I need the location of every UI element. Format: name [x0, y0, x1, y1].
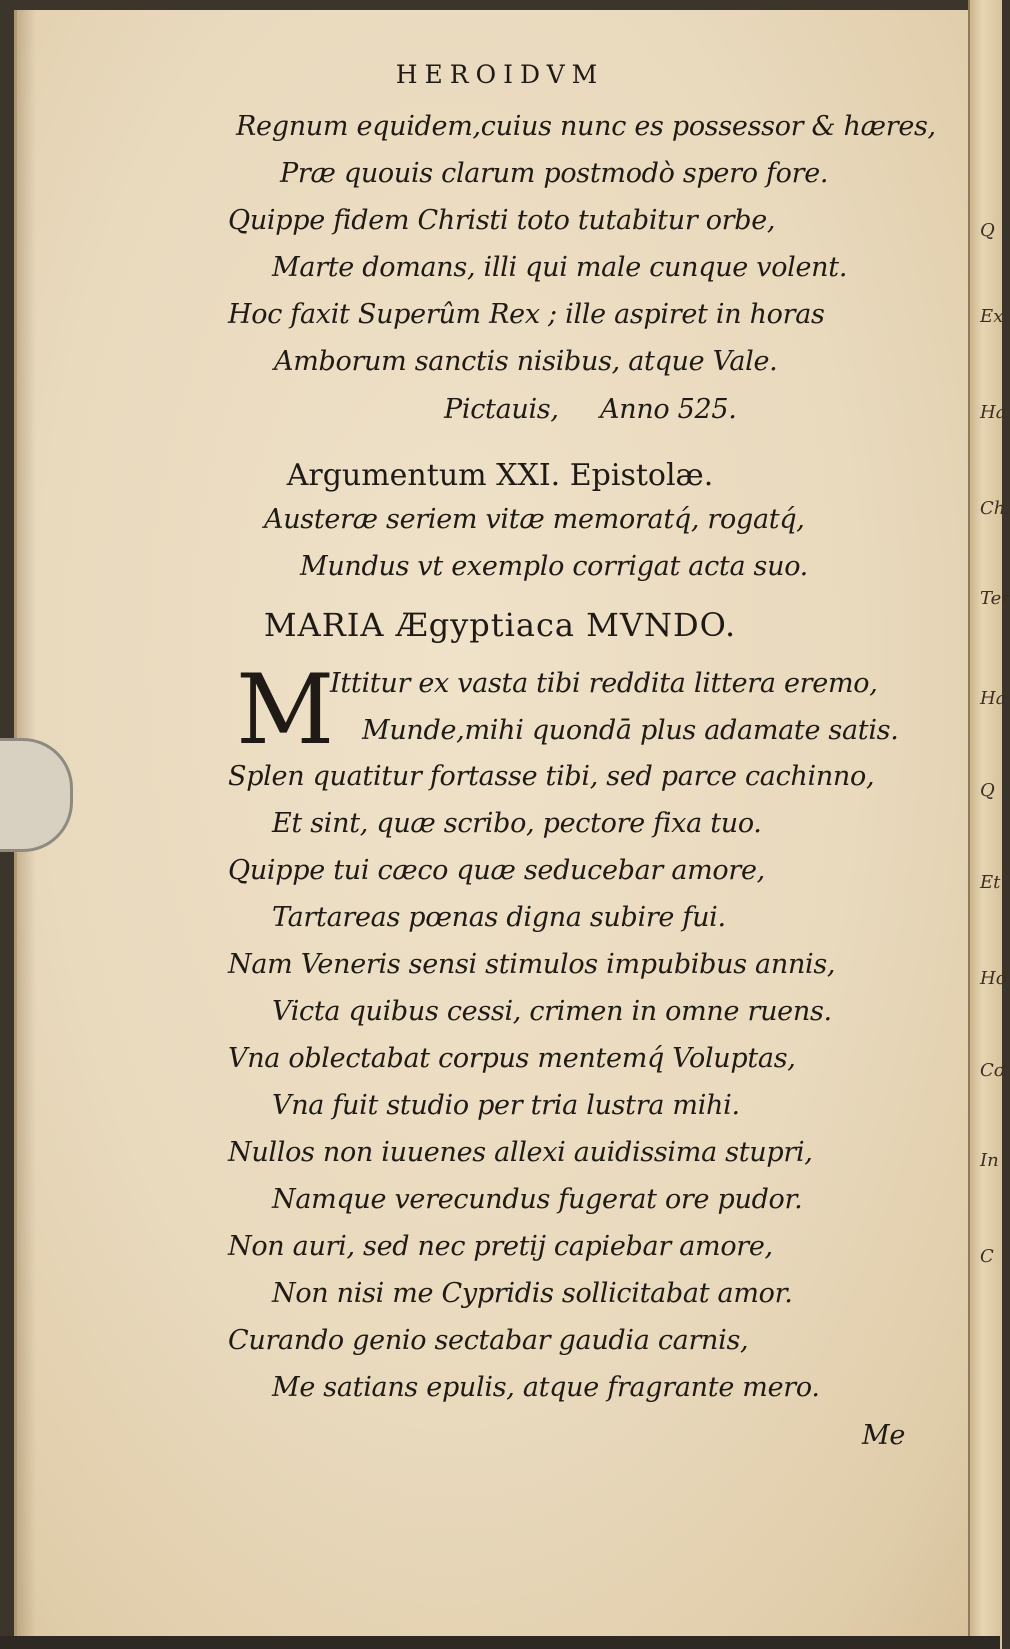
drop-cap: M — [236, 654, 335, 766]
margin-fragment: Co — [980, 1060, 1005, 1081]
dateline: Pictauis, Anno 525. — [444, 394, 737, 425]
argumentum-line: Mundus vt exemplo corrigat acta suo. — [300, 551, 808, 582]
margin-fragment: Ter — [980, 588, 1010, 609]
verse-line: Victa quibus cessi, crimen in omne ruens. — [272, 996, 832, 1027]
argumentum-title: Argumentum XXI. Epistolæ. — [286, 458, 714, 493]
margin-fragment: C — [980, 1246, 994, 1267]
verse-line: Vna oblectabat corpus mentemq́ Voluptas, — [228, 1043, 796, 1074]
argumentum-line: Austeræ seriem vitæ memoratq́, rogatq́, — [264, 504, 805, 535]
verse-line: Quippe tui cæco quæ seducebar amore, — [228, 855, 765, 886]
verse-line: Hoc faxit Superûm Rex ; ille aspiret in horas — [228, 299, 825, 330]
bottom-edge — [0, 1636, 1000, 1649]
verse-line: Amborum sanctis nisibus, atque Vale. — [274, 346, 778, 377]
adjacent-page-edge — [968, 0, 1002, 1649]
margin-fragment: In — [980, 1150, 999, 1171]
verse-line: Me satians epulis, atque fragrante mero. — [272, 1372, 820, 1403]
verse-line: Munde,mihi quondā plus adamate satis. — [362, 715, 899, 746]
margin-fragment: Ch — [980, 498, 1006, 519]
margin-fragment: Q — [980, 780, 995, 801]
epistle-title: MARIA Ægyptiaca MVNDO. — [263, 606, 737, 644]
verse-line: Non nisi me Cypridis sollicitabat amor. — [272, 1278, 793, 1309]
running-head: HEROIDVM — [395, 60, 605, 89]
verse-line: Nam Veneris sensi stimulos impubibus annis, — [228, 949, 836, 980]
verse-line: Splen quatitur fortasse tibi, sed parce cachinno, — [228, 761, 875, 792]
verse-line: Præ quouis clarum postmodò spero fore. — [280, 158, 829, 189]
margin-fragment: Ha — [980, 402, 1007, 423]
margin-fragment: Q — [980, 220, 995, 241]
verse-line: Marte domans, illi qui male cunque volent. — [272, 252, 848, 283]
verse-line: Curando genio sectabar gaudia carnis, — [228, 1325, 749, 1356]
verse-line: Et sint, quæ scribo, pectore fixa tuo. — [272, 808, 762, 839]
margin-fragment: Ex — [980, 306, 1004, 327]
verse-line: Regnum equidem,cuius nunc es possessor & hæres, — [236, 111, 936, 142]
verse-line: Namque verecundus fugerat ore pudor. — [272, 1184, 803, 1215]
verse-line: Vna fuit studio per tria lustra mihi. — [272, 1090, 740, 1121]
margin-fragment: Ho — [980, 968, 1007, 989]
verse-line: Ittitur ex vasta tibi reddita littera eremo, — [330, 668, 878, 699]
verse-line: Non auri, sed nec pretij capiebar amore, — [228, 1231, 773, 1262]
catchword: Me — [862, 1420, 906, 1451]
verse-line: Nullos non iuuenes allexi auidissima stupri, — [228, 1137, 813, 1168]
verse-line: Quippe fidem Christi toto tutabitur orbe, — [228, 205, 776, 236]
margin-fragment: Ha — [980, 688, 1007, 709]
margin-fragment: Et — [980, 872, 1001, 893]
verse-line: Tartareas pœnas digna subire fui. — [272, 902, 726, 933]
